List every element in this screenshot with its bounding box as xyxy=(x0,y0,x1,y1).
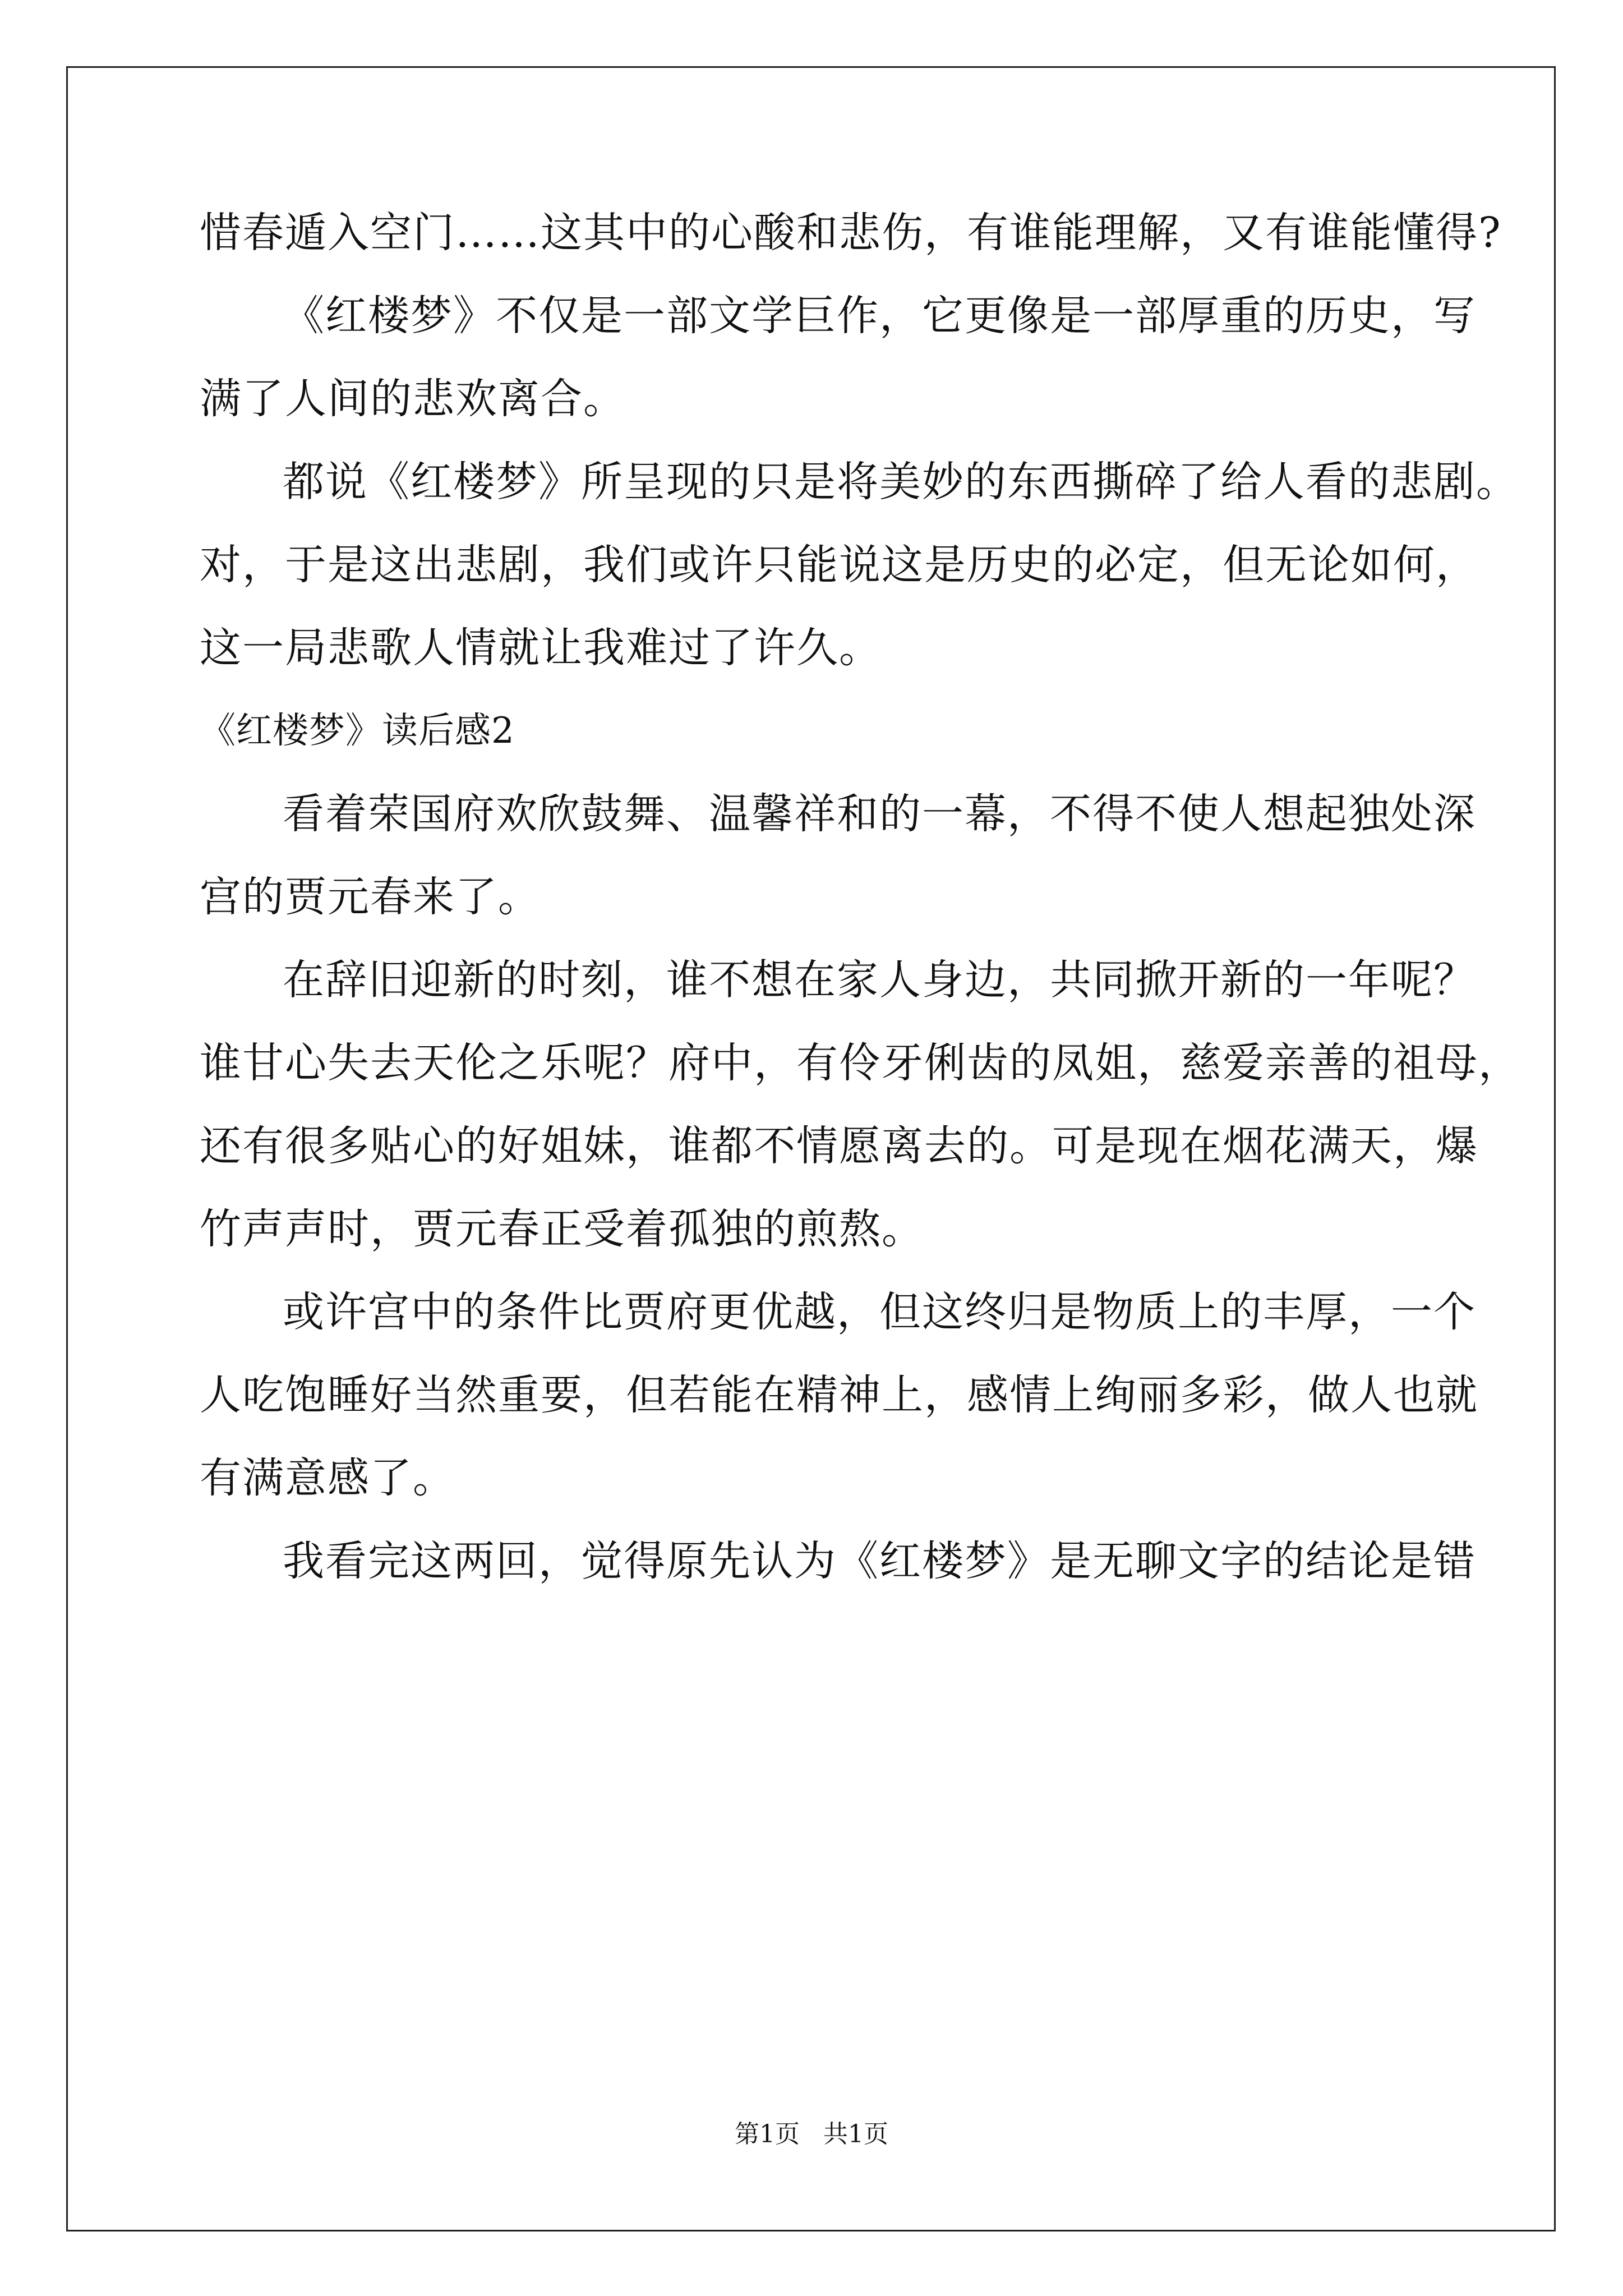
text-line: 还有很多贴心的好姐妹，谁都不情愿离去的。可是现在烟花满天，爆 xyxy=(200,1122,1478,1170)
text-line: 对，于是这出悲剧，我们或许只能说这是历史的必定，但无论如何， xyxy=(200,541,1478,589)
text-line: 宫的贾元春来了。 xyxy=(200,873,541,921)
text-line: 在辞旧迎新的时刻，谁不想在家人身边，共同掀开新的一年呢？ xyxy=(283,956,1476,1004)
text-line: 或许宫中的条件比贾府更优越，但这终归是物质上的丰厚，一个 xyxy=(283,1288,1476,1336)
section-heading: 《红楼梦》读后感2 xyxy=(200,710,515,752)
text-line: 竹声声时，贾元春正受着孤独的煎熬。 xyxy=(200,1205,924,1253)
page-footer: 第1页 共1页 xyxy=(735,2120,888,2148)
text-line: 人吃饱睡好当然重要，但若能在精神上，感情上绚丽多彩，做人也就 xyxy=(200,1371,1478,1419)
text-line: 都说《红楼梦》所呈现的只是将美妙的东西撕碎了给人看的悲剧。 xyxy=(283,458,1519,506)
text-line: 满了人间的悲欢离合。 xyxy=(200,375,626,423)
text-line: 谁甘心失去天伦之乐呢？府中，有伶牙俐齿的凤姐，慈爱亲善的祖母， xyxy=(200,1039,1521,1087)
text-line: 有满意感了。 xyxy=(200,1454,455,1502)
text-line: 《红楼梦》不仅是一部文学巨作，它更像是一部厚重的历史，写 xyxy=(283,292,1476,340)
text-line: 这一局悲歌人情就让我难过了许久。 xyxy=(200,624,882,672)
text-line: 我看完这两回，觉得原先认为《红楼梦》是无聊文字的结论是错 xyxy=(283,1537,1476,1585)
text-line: 看着荣国府欢欣鼓舞、温馨祥和的一幕，不得不使人想起独处深 xyxy=(283,790,1476,838)
text-line: 惜春遁入空门……这其中的心酸和悲伤，有谁能理解，又有谁能懂得? xyxy=(200,209,1502,257)
